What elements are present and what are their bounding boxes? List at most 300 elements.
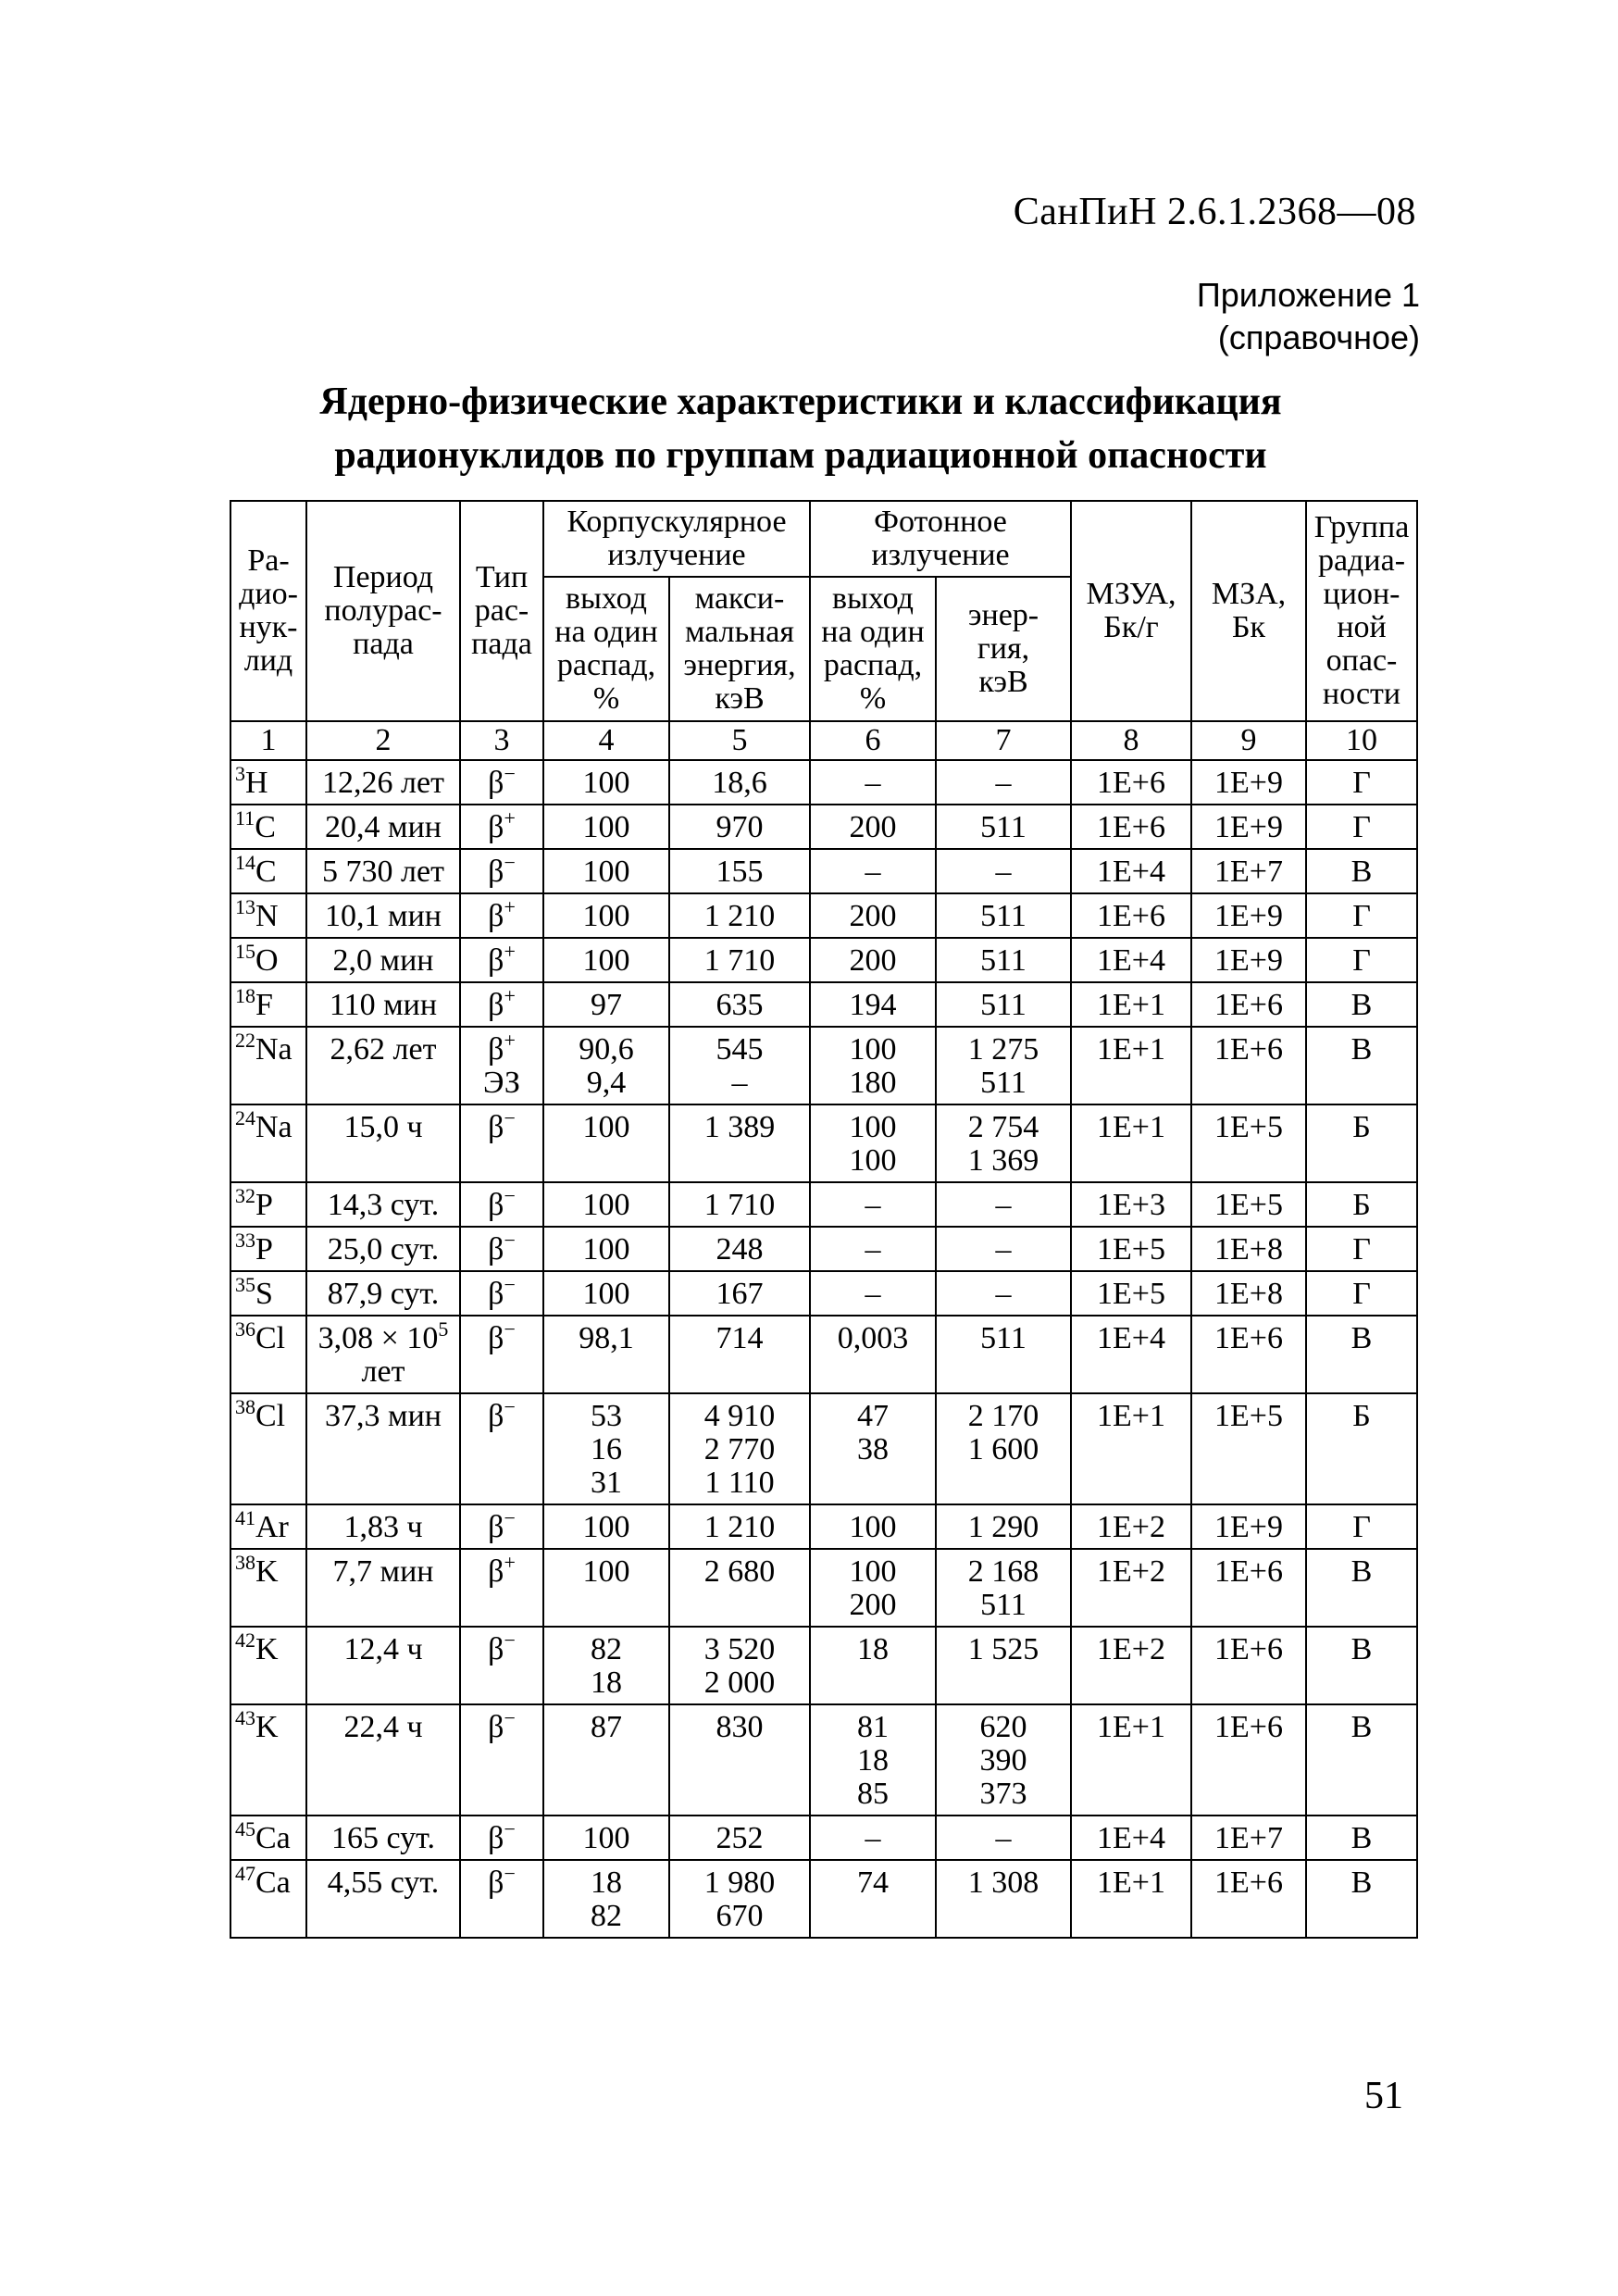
- mass-number: 14: [235, 851, 255, 874]
- hazard-group-cell: Г: [1306, 1504, 1417, 1549]
- header-mza: МЗА, Бк: [1191, 501, 1306, 721]
- table-row: [230, 1704, 1417, 1816]
- mza-cell: 1E+8: [1191, 1227, 1306, 1271]
- photon-energy-cell: 1 290: [936, 1504, 1071, 1549]
- table-row: [230, 938, 1417, 982]
- half-life-value: 22,4 ч: [343, 1710, 423, 1744]
- corpuscular-yield-cell: 97: [543, 982, 669, 1027]
- corpuscular-energy-cell: 1 710: [669, 1182, 810, 1227]
- header-photon: Фотонное излучение: [810, 501, 1071, 577]
- decay-type-cell: [460, 893, 543, 938]
- element-symbol: K: [255, 1710, 279, 1744]
- table-row: [230, 1316, 1417, 1393]
- element-symbol: F: [255, 988, 273, 1022]
- corpuscular-yield-cell: 100: [543, 1816, 669, 1860]
- decay-sign: −: [504, 1817, 516, 1841]
- corpuscular-energy-cell: 1 389: [669, 1104, 810, 1182]
- half-life-cell: [306, 760, 460, 805]
- mza-cell: 1E+6: [1191, 1704, 1306, 1816]
- mass-number: 43: [235, 1706, 255, 1729]
- radionuclide-cell: [230, 1704, 306, 1816]
- radionuclide-cell: [230, 1549, 306, 1627]
- decay-symbol: β: [488, 810, 504, 844]
- decay-sign: −: [504, 1229, 516, 1252]
- decay-symbol: β: [488, 1188, 504, 1222]
- decay-type: [463, 984, 541, 1022]
- mzua-cell: 1E+2: [1071, 1627, 1191, 1704]
- decay-sign: −: [504, 851, 516, 874]
- decay-type: [463, 1106, 541, 1144]
- half-life-value: 20,4 мин: [325, 810, 442, 844]
- mzua-cell: 1E+2: [1071, 1504, 1191, 1549]
- decay-sign: −: [504, 1395, 516, 1418]
- mass-number: 32: [235, 1184, 255, 1207]
- hazard-group-cell: Б: [1306, 1182, 1417, 1227]
- photon-energy-cell: 2 170 1 600: [936, 1393, 1071, 1504]
- table-row: [230, 1549, 1417, 1627]
- half-life-value: 2,0 мин: [332, 943, 434, 978]
- decay-type-cell: [460, 760, 543, 805]
- table-row: [230, 1860, 1417, 1938]
- corpuscular-energy-cell: 2 680: [669, 1549, 810, 1627]
- photon-energy-cell: 1 308: [936, 1860, 1071, 1938]
- photon-yield-cell: –: [810, 849, 936, 893]
- half-life-value: 2,62 лет: [330, 1032, 437, 1067]
- header-corp-max-energy: макси- мальная энергия, кэВ: [669, 577, 810, 721]
- radionuclide-cell: [230, 1027, 306, 1104]
- appendix-number: Приложение 1: [1196, 276, 1420, 314]
- decay-type-cell: [460, 1704, 543, 1816]
- photon-yield-cell: 200: [810, 893, 936, 938]
- half-life-cell: [306, 1182, 460, 1227]
- half-life-cell: [306, 1860, 460, 1938]
- header-row-top: [230, 501, 1417, 577]
- decay-type: [463, 1029, 541, 1067]
- decay-symbol: ЭЗ: [483, 1066, 520, 1100]
- decay-sign: −: [504, 1317, 516, 1341]
- mza-cell: 1E+6: [1191, 1627, 1306, 1704]
- photon-energy-cell: 2 168 511: [936, 1549, 1071, 1627]
- decay-type: [463, 1628, 541, 1666]
- mass-number: 42: [235, 1628, 255, 1652]
- half-life-cell: [306, 1549, 460, 1627]
- decay-symbol: β: [488, 899, 504, 933]
- radionuclide-cell: [230, 1816, 306, 1860]
- mza-cell: 1E+7: [1191, 1816, 1306, 1860]
- radionuclide-cell: [230, 1182, 306, 1227]
- corpuscular-yield-cell: 87: [543, 1704, 669, 1816]
- corpuscular-energy-cell: 155: [669, 849, 810, 893]
- radionuclide-cell: [230, 1271, 306, 1316]
- decay-sign: +: [504, 1551, 516, 1574]
- corpuscular-yield-cell: 100: [543, 893, 669, 938]
- appendix-label: [1197, 274, 1420, 359]
- corpuscular-energy-cell: 252: [669, 1816, 810, 1860]
- hazard-group-cell: В: [1306, 1704, 1417, 1816]
- decay-type-cell: [460, 805, 543, 849]
- hazard-group-cell: В: [1306, 1549, 1417, 1627]
- table-row: [230, 1504, 1417, 1549]
- decay-symbol: β: [488, 1554, 504, 1589]
- table-body: [230, 760, 1417, 1938]
- photon-energy-cell: –: [936, 1182, 1071, 1227]
- table-row: [230, 1227, 1417, 1271]
- photon-yield-cell: 200: [810, 938, 936, 982]
- mzua-cell: 1E+5: [1071, 1227, 1191, 1271]
- decay-sign: −: [504, 1706, 516, 1729]
- mass-number: 36: [235, 1317, 255, 1341]
- header-photon-yield: выход на один распад, %: [810, 577, 936, 721]
- decay-symbol: β: [488, 766, 504, 800]
- corpuscular-yield-cell: 100: [543, 938, 669, 982]
- decay-sign: −: [504, 1106, 516, 1129]
- mass-number: 24: [235, 1106, 255, 1129]
- element-symbol: K: [255, 1632, 279, 1666]
- decay-type-cell: [460, 938, 543, 982]
- hazard-group-cell: В: [1306, 1627, 1417, 1704]
- decay-type-cell: [460, 1182, 543, 1227]
- table-header: [230, 501, 1417, 760]
- mzua-cell: 1E+1: [1071, 982, 1191, 1027]
- half-life-cell: [306, 1504, 460, 1549]
- mass-number: 11: [235, 806, 255, 830]
- half-life-cell: [306, 1704, 460, 1816]
- element-symbol: Cl: [255, 1399, 286, 1433]
- mza-cell: 1E+9: [1191, 938, 1306, 982]
- header-mzua: МЗУА, Бк/г: [1071, 501, 1191, 721]
- mzua-cell: 1E+4: [1071, 849, 1191, 893]
- decay-type-cell: [460, 1027, 543, 1104]
- photon-yield-cell: 0,003: [810, 1316, 936, 1393]
- appendix-type: (справочное): [1217, 318, 1420, 356]
- column-number: 2: [306, 721, 460, 760]
- half-life-cell: [306, 982, 460, 1027]
- corpuscular-yield-cell: 98,1: [543, 1316, 669, 1393]
- mass-number: 15: [235, 940, 255, 963]
- radionuclide-cell: [230, 1393, 306, 1504]
- photon-yield-cell: 194: [810, 982, 936, 1027]
- column-number: 9: [1191, 721, 1306, 760]
- corpuscular-yield-cell: 100: [543, 760, 669, 805]
- photon-yield-cell: 200: [810, 805, 936, 849]
- half-life-value: 7,7 мин: [332, 1554, 434, 1589]
- half-life-cell: [306, 1627, 460, 1704]
- radionuclide-cell: [230, 805, 306, 849]
- header-half-life: Период полурас- пада: [306, 501, 460, 721]
- mza-cell: 1E+6: [1191, 982, 1306, 1027]
- corpuscular-energy-cell: 635: [669, 982, 810, 1027]
- decay-symbol: β: [488, 1866, 504, 1900]
- corpuscular-yield-cell: 18 82: [543, 1860, 669, 1938]
- half-life-cell: [306, 1027, 460, 1104]
- decay-type: [463, 1551, 541, 1589]
- decay-type: [463, 1395, 541, 1433]
- header-photon-energy: энер- гия, кэВ: [936, 577, 1071, 721]
- decay-type: [463, 851, 541, 889]
- column-number: 4: [543, 721, 669, 760]
- decay-symbol: β: [488, 1399, 504, 1433]
- half-life-unit: лет: [361, 1354, 405, 1389]
- mza-cell: 1E+5: [1191, 1182, 1306, 1227]
- half-life-value: 110 мин: [329, 988, 438, 1022]
- mzua-cell: 1E+1: [1071, 1027, 1191, 1104]
- half-life-cell: [306, 1227, 460, 1271]
- corpuscular-yield-cell: 100: [543, 805, 669, 849]
- half-life-cell: [306, 805, 460, 849]
- column-number-row: [230, 721, 1417, 760]
- element-symbol: S: [255, 1277, 273, 1311]
- header-corp-yield: выход на один распад, %: [543, 577, 669, 721]
- column-number: 3: [460, 721, 543, 760]
- half-life-value: 1,83 ч: [343, 1510, 423, 1544]
- radionuclide-cell: [230, 1316, 306, 1393]
- photon-energy-cell: 511: [936, 893, 1071, 938]
- decay-sign: −: [504, 1628, 516, 1652]
- page-number: 51: [1364, 2075, 1403, 2117]
- hazard-group-cell: Г: [1306, 893, 1417, 938]
- photon-energy-cell: –: [936, 849, 1071, 893]
- document-code: СанПиН 2.6.1.2368—08: [1013, 191, 1416, 233]
- corpuscular-energy-cell: 970: [669, 805, 810, 849]
- corpuscular-yield-cell: 53 16 31: [543, 1393, 669, 1504]
- decay-type: [463, 1067, 541, 1100]
- half-life-value: 165 сут.: [331, 1821, 435, 1855]
- element-symbol: K: [255, 1554, 279, 1589]
- mass-number: 38: [235, 1551, 255, 1574]
- half-life-value: 37,3 мин: [325, 1399, 442, 1433]
- half-life-cell: [306, 938, 460, 982]
- decay-type-cell: [460, 1104, 543, 1182]
- element-symbol: N: [255, 899, 279, 933]
- column-number: 10: [1306, 721, 1417, 760]
- corpuscular-yield-cell: 100: [543, 849, 669, 893]
- column-number: 5: [669, 721, 810, 760]
- half-life-cell: [306, 1316, 460, 1393]
- hazard-group-cell: В: [1306, 849, 1417, 893]
- corpuscular-yield-cell: 100: [543, 1504, 669, 1549]
- mza-cell: 1E+7: [1191, 849, 1306, 893]
- photon-yield-cell: 100 200: [810, 1549, 936, 1627]
- element-symbol: Ca: [255, 1866, 291, 1900]
- corpuscular-energy-cell: 714: [669, 1316, 810, 1393]
- corpuscular-energy-cell: 167: [669, 1271, 810, 1316]
- element-symbol: Cl: [255, 1321, 286, 1355]
- decay-sign: +: [504, 1029, 516, 1052]
- decay-sign: +: [504, 806, 516, 830]
- decay-symbol: β: [488, 1277, 504, 1311]
- mza-cell: 1E+9: [1191, 893, 1306, 938]
- decay-symbol: β: [488, 1321, 504, 1355]
- decay-type-cell: [460, 1816, 543, 1860]
- title-line-2: радионуклидов по группам радиационной опасности: [334, 434, 1267, 477]
- half-life-value: 12,26 лет: [322, 766, 444, 800]
- element-symbol: Ca: [255, 1821, 291, 1855]
- title-line-1: Ядерно-физические характеристики и классификация: [319, 381, 1282, 423]
- photon-yield-cell: –: [810, 1816, 936, 1860]
- decay-type: [463, 1506, 541, 1544]
- hazard-group-cell: В: [1306, 1316, 1417, 1393]
- decay-type-cell: [460, 1316, 543, 1393]
- photon-yield-cell: 81 18 85: [810, 1704, 936, 1816]
- decay-type: [463, 1184, 541, 1222]
- mass-number: 22: [235, 1029, 255, 1052]
- decay-symbol: β: [488, 1632, 504, 1666]
- half-life-cell: [306, 849, 460, 893]
- radionuclide-cell: [230, 1860, 306, 1938]
- table-row: [230, 760, 1417, 805]
- hazard-group-cell: В: [1306, 1860, 1417, 1938]
- decay-sign: +: [504, 940, 516, 963]
- table-row: [230, 982, 1417, 1027]
- decay-type: [463, 1862, 541, 1900]
- radionuclide-cell: [230, 982, 306, 1027]
- decay-symbol: β: [488, 855, 504, 889]
- half-life-cell: [306, 893, 460, 938]
- half-life-value: 3,08 × 10: [317, 1321, 439, 1355]
- column-number: 8: [1071, 721, 1191, 760]
- decay-type-cell: [460, 1549, 543, 1627]
- corpuscular-yield-cell: 82 18: [543, 1627, 669, 1704]
- photon-energy-cell: 511: [936, 1316, 1071, 1393]
- element-symbol: P: [255, 1232, 273, 1267]
- mzua-cell: 1E+6: [1071, 893, 1191, 938]
- table-row: [230, 805, 1417, 849]
- decay-sign: −: [504, 1862, 516, 1885]
- photon-energy-cell: 511: [936, 982, 1071, 1027]
- mzua-cell: 1E+6: [1071, 805, 1191, 849]
- column-number: 1: [230, 721, 306, 760]
- photon-energy-cell: 2 754 1 369: [936, 1104, 1071, 1182]
- corpuscular-energy-cell: 248: [669, 1227, 810, 1271]
- decay-symbol: β: [488, 1110, 504, 1144]
- mass-number: 45: [235, 1817, 255, 1841]
- table-row: [230, 1816, 1417, 1860]
- element-symbol: H: [245, 766, 268, 800]
- half-life-cell: [306, 1271, 460, 1316]
- decay-symbol: β: [488, 1232, 504, 1267]
- decay-type-cell: [460, 1504, 543, 1549]
- radionuclide-cell: [230, 1227, 306, 1271]
- photon-energy-cell: 1 275 511: [936, 1027, 1071, 1104]
- decay-symbol: β: [488, 1821, 504, 1855]
- decay-sign: −: [504, 1184, 516, 1207]
- mza-cell: 1E+5: [1191, 1104, 1306, 1182]
- half-life-value: 4,55 сут.: [327, 1866, 440, 1900]
- hazard-group-cell: Б: [1306, 1393, 1417, 1504]
- corpuscular-energy-cell: 4 910 2 770 1 110: [669, 1393, 810, 1504]
- mza-cell: 1E+8: [1191, 1271, 1306, 1316]
- decay-type-cell: [460, 1271, 543, 1316]
- photon-energy-cell: 620 390 373: [936, 1704, 1071, 1816]
- mass-number: 13: [235, 895, 255, 918]
- radionuclide-cell: [230, 938, 306, 982]
- radionuclide-cell: [230, 1504, 306, 1549]
- half-life-value: 14,3 сут.: [327, 1188, 440, 1222]
- radionuclide-cell: [230, 1104, 306, 1182]
- column-number: 7: [936, 721, 1071, 760]
- half-life-value: 12,4 ч: [343, 1632, 423, 1666]
- corpuscular-yield-cell: 100: [543, 1271, 669, 1316]
- half-life-value: 15,0 ч: [343, 1110, 423, 1144]
- header-group: Группа радиа- цион- ной опас- ности: [1306, 501, 1417, 721]
- photon-yield-cell: 100 180: [810, 1027, 936, 1104]
- corpuscular-energy-cell: 1 210: [669, 893, 810, 938]
- decay-type: [463, 940, 541, 978]
- mass-number: 33: [235, 1229, 255, 1252]
- hazard-group-cell: В: [1306, 982, 1417, 1027]
- photon-energy-cell: 511: [936, 805, 1071, 849]
- mza-cell: 1E+5: [1191, 1393, 1306, 1504]
- mass-number: 38: [235, 1395, 255, 1418]
- radionuclide-cell: [230, 849, 306, 893]
- half-life-value: 25,0 сут.: [327, 1232, 440, 1267]
- column-number: 6: [810, 721, 936, 760]
- decay-type: [463, 895, 541, 933]
- photon-energy-cell: 511: [936, 938, 1071, 982]
- element-symbol: C: [255, 810, 276, 844]
- photon-yield-cell: 100: [810, 1504, 936, 1549]
- decay-type: [463, 1229, 541, 1267]
- mzua-cell: 1E+3: [1071, 1182, 1191, 1227]
- photon-yield-cell: 47 38: [810, 1393, 936, 1504]
- table-row: [230, 1271, 1417, 1316]
- decay-type-cell: [460, 982, 543, 1027]
- photon-yield-cell: 100 100: [810, 1104, 936, 1182]
- mass-number: 41: [235, 1506, 255, 1529]
- table-row: [230, 893, 1417, 938]
- mza-cell: 1E+6: [1191, 1027, 1306, 1104]
- half-life-cell: [306, 1816, 460, 1860]
- header-radionuclide: Ра- дио- нук- лид: [230, 501, 306, 721]
- photon-energy-cell: –: [936, 760, 1071, 805]
- mza-cell: 1E+6: [1191, 1549, 1306, 1627]
- photon-energy-cell: –: [936, 1816, 1071, 1860]
- photon-yield-cell: –: [810, 1271, 936, 1316]
- mass-number: 35: [235, 1273, 255, 1296]
- element-symbol: Na: [255, 1032, 292, 1067]
- mza-cell: 1E+9: [1191, 805, 1306, 849]
- corpuscular-yield-cell: 90,6 9,4: [543, 1027, 669, 1104]
- mzua-cell: 1E+1: [1071, 1104, 1191, 1182]
- decay-sign: −: [504, 1506, 516, 1529]
- half-life-cell: [306, 1104, 460, 1182]
- photon-yield-cell: –: [810, 760, 936, 805]
- corpuscular-yield-cell: 100: [543, 1549, 669, 1627]
- hazard-group-cell: Г: [1306, 938, 1417, 982]
- photon-energy-cell: –: [936, 1271, 1071, 1316]
- corpuscular-yield-cell: 100: [543, 1104, 669, 1182]
- photon-energy-cell: 1 525: [936, 1627, 1071, 1704]
- mzua-cell: 1E+4: [1071, 1316, 1191, 1393]
- half-life-exponent: 5: [438, 1317, 449, 1341]
- table-row: [230, 1627, 1417, 1704]
- table-row: [230, 849, 1417, 893]
- decay-type-cell: [460, 1227, 543, 1271]
- photon-yield-cell: 74: [810, 1860, 936, 1938]
- decay-type: [463, 1817, 541, 1855]
- mzua-cell: 1E+1: [1071, 1704, 1191, 1816]
- mass-number: 47: [235, 1862, 255, 1885]
- decay-sign: +: [504, 984, 516, 1007]
- hazard-group-cell: В: [1306, 1027, 1417, 1104]
- element-symbol: P: [255, 1188, 273, 1222]
- header-corpuscular: Корпускулярное излучение: [543, 501, 810, 577]
- mzua-cell: 1E+1: [1071, 1860, 1191, 1938]
- hazard-group-cell: Г: [1306, 1227, 1417, 1271]
- decay-sign: −: [504, 762, 516, 785]
- corpuscular-energy-cell: 1 710: [669, 938, 810, 982]
- table-row: [230, 1393, 1417, 1504]
